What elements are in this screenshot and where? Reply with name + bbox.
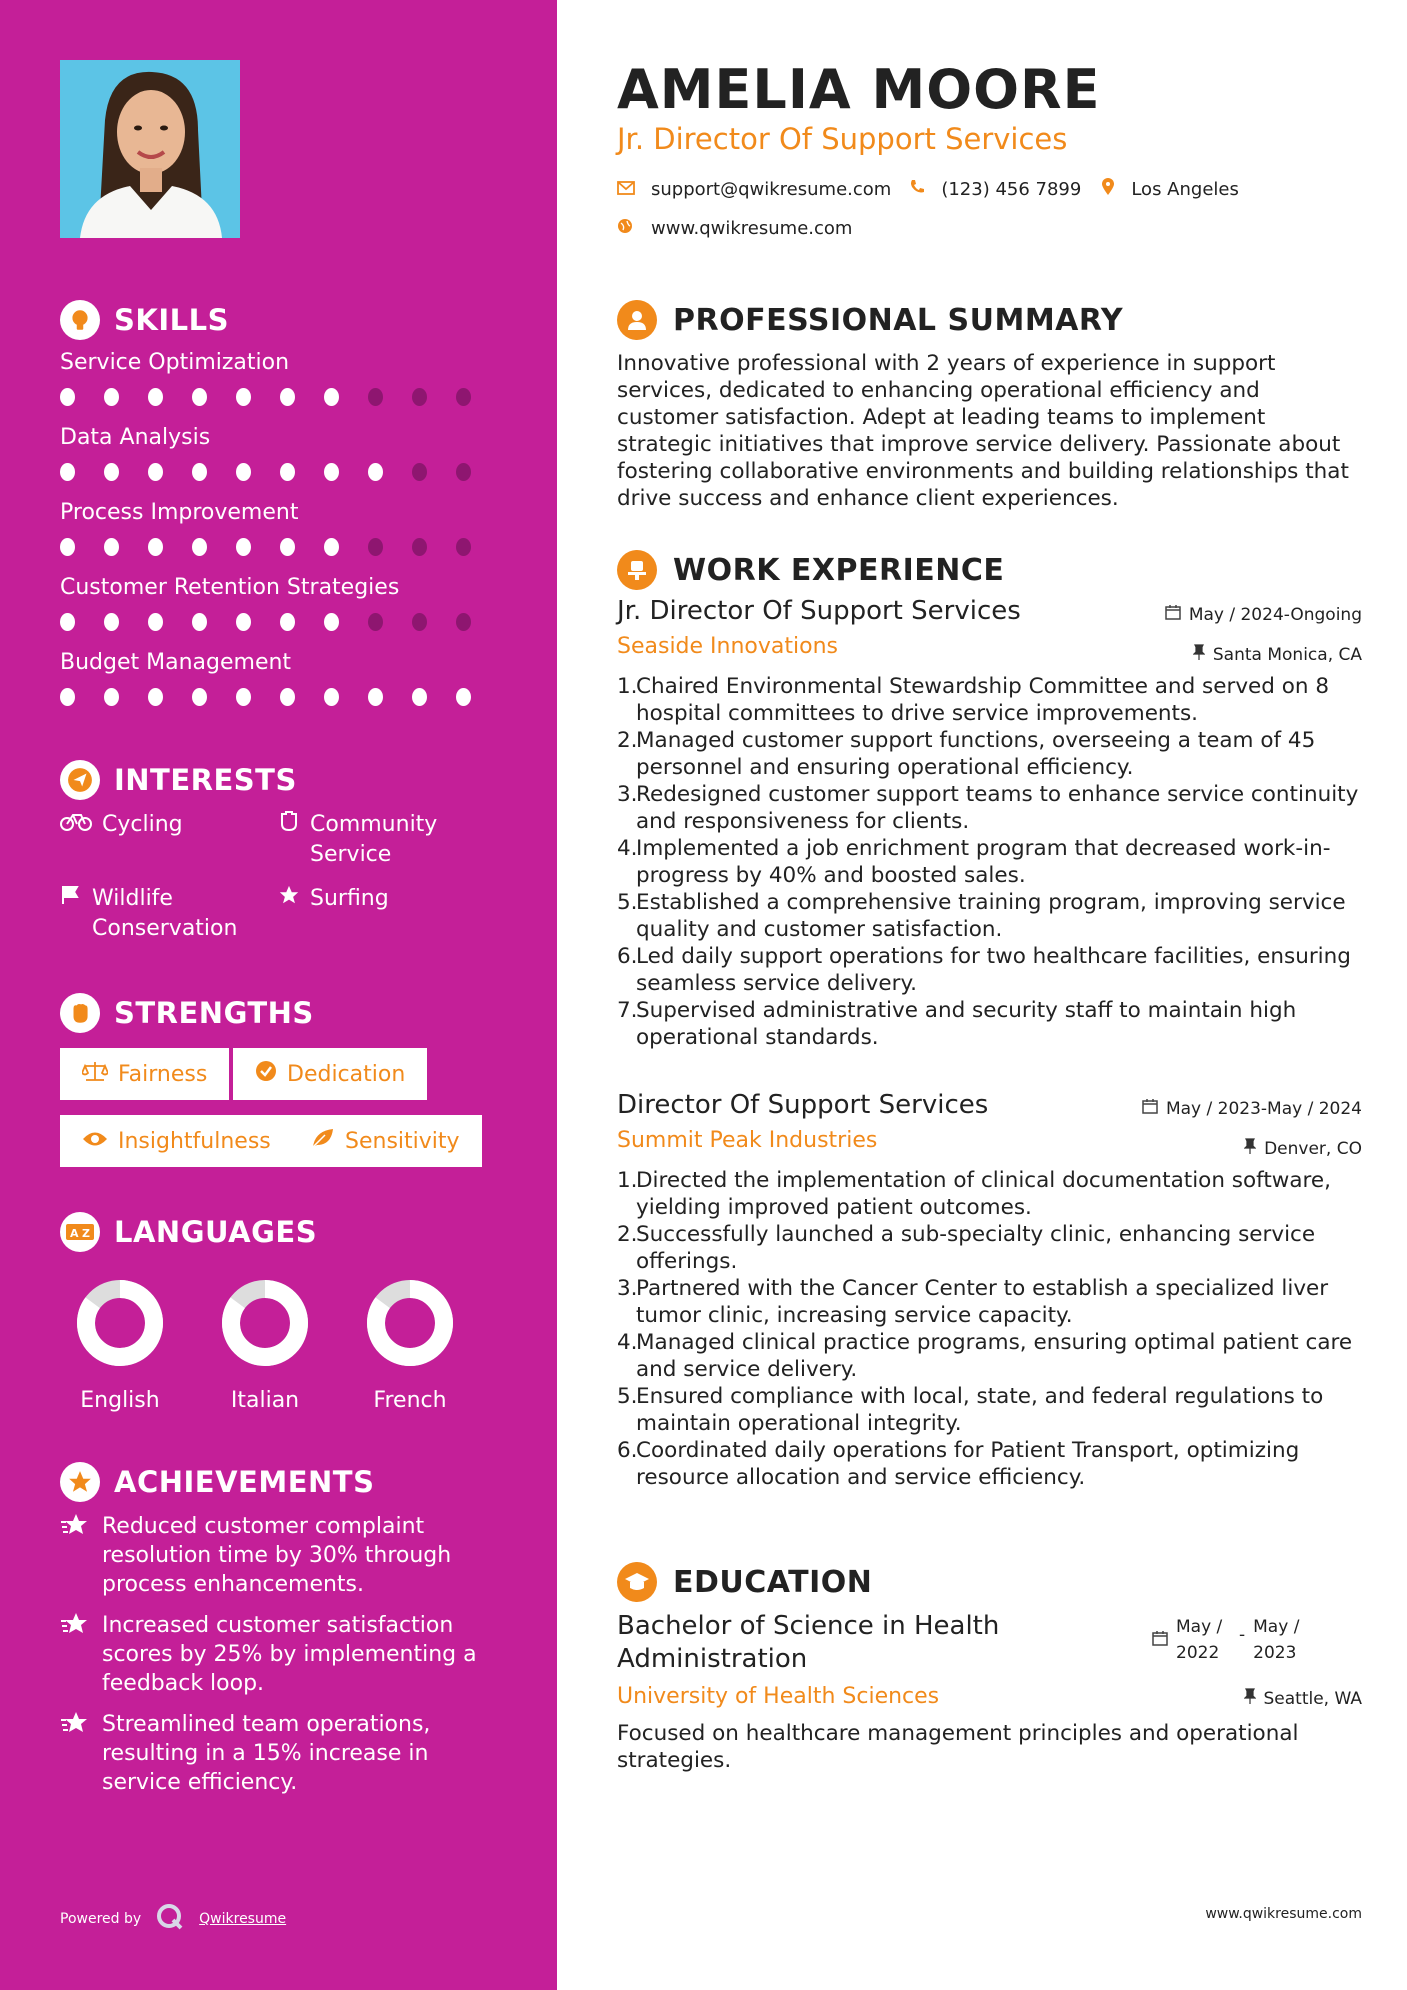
language-item	[350, 1278, 470, 1413]
envelope-icon	[617, 179, 635, 200]
phone-icon	[909, 179, 925, 200]
language-name: Italian	[230, 1388, 300, 1413]
translate-icon	[60, 1212, 100, 1252]
list-number: 2.	[617, 728, 638, 753]
list-number: 7.	[617, 998, 638, 1023]
skill-name: Service Optimization	[60, 350, 290, 375]
rating-dot	[368, 613, 383, 631]
achievement-text: Increased customer satisfaction scores by 25% by implementing a feedback loop.	[102, 1613, 477, 1696]
language-name: English	[80, 1388, 160, 1413]
skill-item	[60, 500, 500, 556]
star-burst-icon	[60, 1710, 90, 1797]
interest-item: Community Service	[278, 810, 468, 870]
rating-dot	[60, 463, 75, 481]
rating-dot	[412, 388, 427, 406]
rating-dot	[60, 613, 75, 631]
job-location: Santa Monica, CA	[1193, 644, 1362, 665]
rating-dot	[412, 688, 427, 706]
rating-dot	[236, 388, 251, 406]
rating-dot	[456, 613, 471, 631]
skill-name: Process Improvement	[60, 500, 299, 525]
rating-dot	[148, 388, 163, 406]
person-icon	[617, 300, 657, 340]
list-number: 6.	[617, 1438, 638, 1463]
fist-icon	[60, 993, 100, 1033]
interest-item: Cycling	[60, 810, 260, 840]
rating-dot	[280, 463, 295, 481]
list-number: 4.	[617, 836, 638, 861]
education-description: Focused on healthcare management principles and operational strategies.	[617, 1721, 1299, 1773]
list-item: 3. Partnered with the Cancer Center to establish a specialized liver tumor clinic, increasing service capacity.	[617, 1276, 1329, 1328]
list-number: 3.	[617, 782, 638, 807]
rating-dot	[104, 613, 119, 631]
list-number: 5.	[617, 890, 638, 915]
school-name: University of Health Sciences	[617, 1684, 940, 1709]
skill-name: Data Analysis	[60, 425, 211, 450]
rating-dot	[412, 538, 427, 556]
skill-item	[60, 425, 500, 481]
rating-dot	[324, 538, 339, 556]
qwikresume-link[interactable]: Qwikresume	[199, 1911, 287, 1927]
trophy-star-icon	[60, 1462, 100, 1502]
list-number: 3.	[617, 1276, 638, 1301]
rating-dot	[104, 388, 119, 406]
strength-badge: Sensitivity	[289, 1115, 482, 1167]
powered-by: Powered by Qwikresume	[60, 1902, 286, 1936]
list-item: 4. Implemented a job enrichment program that decreased work-in-progress by 40% and boosted sales.	[617, 836, 1331, 888]
skill-rating	[60, 463, 500, 481]
list-item: 5. Established a comprehensive training program, improving service quality and customer satisfaction.	[617, 890, 1346, 942]
job-title: Jr. Director Of Support Services	[617, 596, 1021, 626]
rating-dot	[104, 538, 119, 556]
rating-dot	[192, 463, 207, 481]
language-item	[60, 1278, 180, 1413]
company-name: Summit Peak Industries	[617, 1128, 878, 1153]
calendar-icon	[1142, 1098, 1158, 1119]
pin-icon	[1244, 1688, 1256, 1709]
star-burst-icon	[60, 1611, 90, 1698]
rating-dot	[148, 538, 163, 556]
language-name: French	[373, 1388, 447, 1413]
strength-badge: Fairness	[60, 1048, 229, 1100]
star-icon	[278, 884, 300, 915]
languages-heading: A Z LANGUAGES	[60, 1212, 317, 1252]
job-date: May / 2024-Ongoing	[1165, 604, 1362, 625]
svg-text:Z: Z	[82, 1227, 90, 1240]
pin-icon	[1244, 1138, 1256, 1159]
education-location: Seattle, WA	[1244, 1688, 1363, 1709]
interest-item: Wildlife Conservation	[60, 884, 260, 944]
skill-item	[60, 350, 500, 406]
rating-dot	[60, 538, 75, 556]
rating-dot	[324, 463, 339, 481]
company-name: Seaside Innovations	[617, 634, 838, 659]
rating-dot	[412, 613, 427, 631]
website-link[interactable]: www.qwikresume.com	[651, 218, 853, 239]
email-link[interactable]: support@qwikresume.com	[651, 179, 892, 200]
rating-dot	[324, 688, 339, 706]
rating-dot	[236, 688, 251, 706]
briefcase-icon	[617, 550, 657, 590]
list-number: 1.	[617, 674, 638, 699]
rating-dot	[368, 538, 383, 556]
rating-dot	[412, 463, 427, 481]
footer-url: www.qwikresume.com	[1205, 1906, 1362, 1922]
list-number: 2.	[617, 1222, 638, 1247]
calendar-icon	[1165, 604, 1181, 625]
language-proficiency-ring	[75, 1278, 165, 1368]
education-heading: EDUCATION	[617, 1562, 872, 1602]
job-title: Director Of Support Services	[617, 1090, 989, 1120]
website-row	[617, 218, 852, 239]
skill-rating	[60, 388, 500, 406]
achievement-item	[60, 1710, 500, 1797]
rating-dot	[192, 613, 207, 631]
main-content	[557, 0, 1407, 1990]
rating-dot	[60, 688, 75, 706]
rating-dot	[148, 463, 163, 481]
list-number: 4.	[617, 1330, 638, 1355]
skill-rating	[60, 538, 500, 556]
list-item: 1. Chaired Environmental Stewardship Committee and served on 8 hospital committees to drive service improvements.	[617, 674, 1330, 726]
summary-text: Innovative professional with 2 years of experience in support services, dedicated to enhancing operational efficiency and customer satisfaction. Adept at leading teams to implement strategic initiatives that improve service delivery. Passionate about fostering collaborative environments and building relationships that drive success and enhance client experiences.	[617, 351, 1349, 511]
rating-dot	[368, 688, 383, 706]
paper-plane-icon	[60, 760, 100, 800]
rating-dot	[236, 613, 251, 631]
education-dates: May / 2022 - May / 2023	[1152, 1614, 1308, 1666]
list-item: 5. Ensured compliance with local, state, and federal regulations to maintain operational integrity.	[617, 1384, 1324, 1436]
rating-dot	[148, 613, 163, 631]
rating-dot	[104, 463, 119, 481]
interests-heading: INTERESTS	[60, 760, 297, 800]
rating-dot	[324, 613, 339, 631]
skill-rating	[60, 688, 500, 706]
summary-heading: PROFESSIONAL SUMMARY	[617, 300, 1123, 340]
list-item: 3. Redesigned customer support teams to enhance service continuity and responsiveness for clients.	[617, 782, 1359, 834]
list-item: 2. Successfully launched a sub-specialty clinic, enhancing service offerings.	[617, 1222, 1316, 1274]
skill-name: Customer Retention Strategies	[60, 575, 400, 600]
strength-badge: Insightfulness	[60, 1115, 293, 1167]
rating-dot	[280, 538, 295, 556]
list-number: 1.	[617, 1168, 638, 1193]
rating-dot	[236, 463, 251, 481]
language-proficiency-ring	[365, 1278, 455, 1368]
list-number: 6.	[617, 944, 638, 969]
rating-dot	[280, 388, 295, 406]
check-circle-icon	[255, 1060, 277, 1088]
location-pin-icon	[1101, 178, 1115, 201]
degree-title: Bachelor of Science in Health Administration	[617, 1611, 1000, 1674]
rating-dot	[148, 688, 163, 706]
rating-dot	[456, 388, 471, 406]
achievement-item	[60, 1512, 500, 1599]
list-item: 2. Managed customer support functions, overseeing a team of 45 personnel and ensuring operational efficiency.	[617, 728, 1316, 780]
achievement-text: Streamlined team operations, resulting in a 15% increase in service efficiency.	[102, 1712, 431, 1795]
achievement-item	[60, 1611, 500, 1698]
location-text: Los Angeles	[1131, 179, 1239, 200]
leaf-icon	[311, 1127, 335, 1155]
skill-rating	[60, 613, 500, 631]
job-location: Denver, CO	[1244, 1138, 1362, 1159]
rating-dot	[456, 463, 471, 481]
candidate-name: AMELIA MOORE	[617, 58, 1101, 121]
list-item: 4. Managed clinical practice programs, ensuring optimal patient care and service delivery.	[617, 1330, 1353, 1382]
rating-dot	[368, 463, 383, 481]
phone-number: (123) 456 7899	[941, 179, 1082, 200]
svg-text:A: A	[70, 1227, 79, 1240]
list-item: 6. Led daily support operations for two healthcare facilities, ensuring seamless service delivery.	[617, 944, 1351, 996]
rating-dot	[104, 688, 119, 706]
rating-dot	[456, 688, 471, 706]
job-entry	[617, 1090, 1362, 1491]
skill-name: Budget Management	[60, 650, 292, 675]
rating-dot	[236, 538, 251, 556]
list-item: 6. Coordinated daily operations for Patient Transport, optimizing resource allocation and service efficiency.	[617, 1438, 1300, 1490]
rating-dot	[280, 688, 295, 706]
job-date: May / 2023-May / 2024	[1142, 1098, 1362, 1119]
job-bullets	[617, 1167, 1362, 1491]
list-item: 1. Directed the implementation of clinical documentation software, yielding improved patient outcomes.	[617, 1168, 1331, 1220]
eye-icon	[82, 1129, 108, 1154]
job-bullets	[617, 673, 1362, 1051]
job-entry	[617, 596, 1362, 1051]
hand-icon	[278, 810, 300, 870]
graduation-cap-icon	[617, 1562, 657, 1602]
list-number: 5.	[617, 1384, 638, 1409]
rating-dot	[280, 613, 295, 631]
rating-dot	[192, 538, 207, 556]
strength-badge: Dedication	[233, 1048, 427, 1100]
lightbulb-icon	[60, 300, 100, 340]
list-item: 7. Supervised administrative and security staff to maintain high operational standards.	[617, 998, 1297, 1050]
strengths-heading: STRENGTHS	[60, 993, 314, 1033]
rating-dot	[368, 388, 383, 406]
language-proficiency-ring	[220, 1278, 310, 1368]
star-burst-icon	[60, 1512, 90, 1599]
rating-dot	[60, 388, 75, 406]
pin-icon	[1193, 644, 1205, 665]
language-item	[205, 1278, 325, 1413]
profile-photo	[60, 60, 240, 238]
skills-heading: SKILLS	[60, 300, 229, 340]
achievement-text: Reduced customer complaint resolution time by 30% through process enhancements.	[102, 1514, 452, 1597]
skill-item	[60, 575, 500, 631]
qwikresume-logo-icon	[155, 1902, 185, 1936]
interest-item: Surfing	[278, 884, 468, 915]
scale-icon	[82, 1060, 108, 1088]
sidebar	[0, 0, 557, 1990]
rating-dot	[456, 538, 471, 556]
contact-row	[617, 178, 1239, 201]
skill-item	[60, 650, 500, 706]
flag-icon	[60, 884, 82, 944]
rating-dot	[324, 388, 339, 406]
globe-icon	[617, 218, 633, 239]
calendar-icon	[1152, 1628, 1168, 1666]
achievements-heading: ACHIEVEMENTS	[60, 1462, 374, 1502]
rating-dot	[192, 688, 207, 706]
bicycle-icon	[60, 810, 92, 840]
job-title: Jr. Director Of Support Services	[617, 122, 1068, 156]
work-experience-heading: WORK EXPERIENCE	[617, 550, 1004, 590]
rating-dot	[192, 388, 207, 406]
